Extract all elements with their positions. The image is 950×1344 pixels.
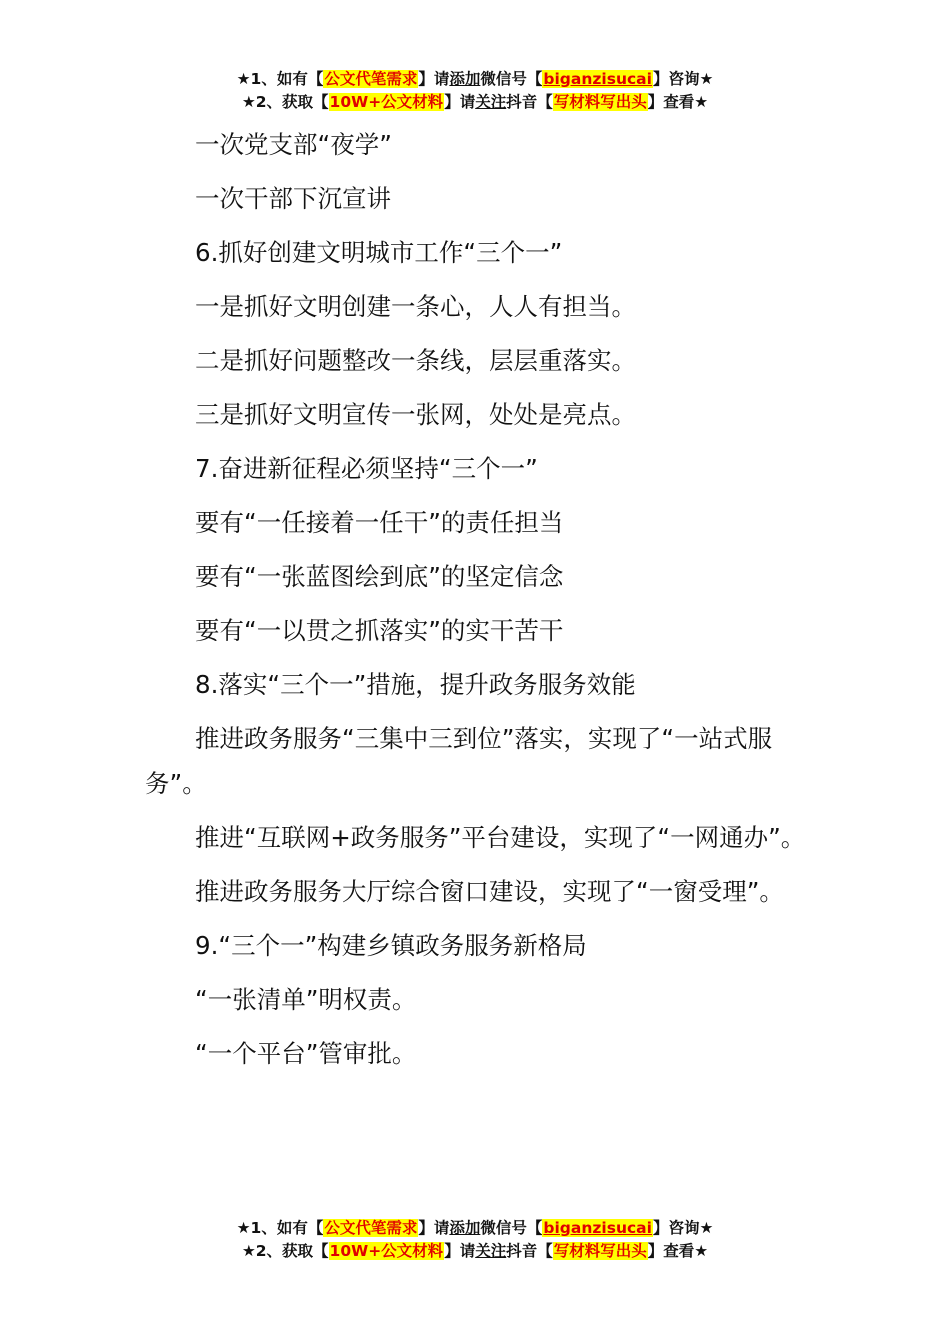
underlined-text: 添加 (449, 1219, 481, 1237)
section-heading: 9.“三个一”构建乡镇政务服务新格局 (195, 931, 587, 960)
footer-banner (0, 1217, 950, 1263)
banner-text: 】咨询★ (652, 70, 714, 88)
section-heading: 8.落实“三个一”措施，提升政务服务效能 (195, 670, 636, 699)
paragraph: 要有“一张蓝图绘到底”的坚定信念 (195, 562, 564, 591)
banner-text: ★2、获取【 (241, 1242, 329, 1260)
banner-text: 】请 (418, 70, 450, 88)
banner-text: ★2、获取【 (241, 93, 329, 111)
paragraph: 一次党支部“夜学” (195, 130, 392, 159)
banner-text: 】查看★ (647, 1242, 709, 1260)
highlight-text: 公文代笔需求 (324, 70, 418, 88)
douyin-account: 写材料写出头 (553, 1242, 647, 1260)
paragraph: 一是抓好文明创建一条心，人人有担当。 (195, 292, 636, 321)
highlight-text: 10W+公文材料 (329, 1242, 444, 1260)
banner-text: 抖音【 (506, 1242, 553, 1260)
section-heading: 6.抓好创建文明城市工作“三个一” (195, 238, 563, 267)
banner-text: 】咨询★ (652, 1219, 714, 1237)
paragraph: 二是抓好问题整改一条线，层层重落实。 (195, 346, 636, 375)
paragraph: 一次干部下沉宣讲 (195, 184, 391, 213)
document-body (145, 122, 807, 1085)
wechat-id: biganzisucai (543, 70, 652, 88)
paragraph: 推进政务服务“三集中三到位”落实，实现了“一站式服务”。 (145, 724, 773, 798)
banner-line-2 (0, 1240, 950, 1263)
underlined-text: 添加 (449, 70, 481, 88)
paragraph: 推进政务服务大厅综合窗口建设，实现了“一窗受理”。 (195, 877, 784, 906)
banner-text: 抖音【 (506, 93, 553, 111)
highlight-text: 10W+公文材料 (329, 93, 444, 111)
banner-text: 】请 (444, 1242, 476, 1260)
underlined-text: 关注 (475, 93, 507, 111)
paragraph: 要有“一以贯之抓落实”的实干苦干 (195, 616, 564, 645)
banner-text: 】请 (444, 93, 476, 111)
underlined-text: 关注 (475, 1242, 507, 1260)
banner-line-2 (0, 91, 950, 114)
banner-text: ★1、如有【 (236, 70, 324, 88)
banner-line-1 (0, 68, 950, 91)
banner-text: 微信号【 (480, 70, 543, 88)
douyin-account: 写材料写出头 (553, 93, 647, 111)
banner-text: 微信号【 (480, 1219, 543, 1237)
highlight-text: 公文代笔需求 (324, 1219, 418, 1237)
paragraph: 推进“互联网+政务服务”平台建设，实现了“一网通办”。 (195, 823, 806, 852)
paragraph: “一个平台”管审批。 (195, 1039, 417, 1068)
header-banner (0, 68, 950, 114)
banner-text: 】请 (418, 1219, 450, 1237)
banner-text: ★1、如有【 (236, 1219, 324, 1237)
paragraph: “一张清单”明权责。 (195, 985, 417, 1014)
paragraph: 要有“一任接着一任干”的责任担当 (195, 508, 564, 537)
paragraph: 三是抓好文明宣传一张网，处处是亮点。 (195, 400, 636, 429)
banner-text: 】查看★ (647, 93, 709, 111)
section-heading: 7.奋进新征程必须坚持“三个一” (195, 454, 538, 483)
banner-line-1 (0, 1217, 950, 1240)
wechat-id: biganzisucai (543, 1219, 652, 1237)
